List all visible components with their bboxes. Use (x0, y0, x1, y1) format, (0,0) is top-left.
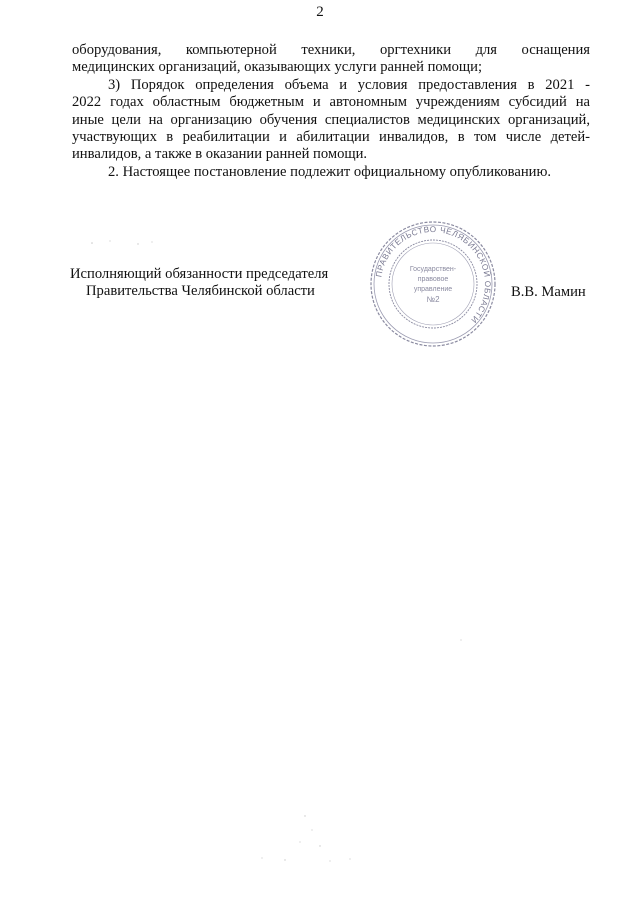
signatory-position-line-2: Правительства Челябинской области (86, 283, 315, 300)
page-number: 2 (316, 4, 324, 20)
paragraph-2-line-5: инвалидов, а также в оказании ранней помощи. (72, 146, 368, 163)
signatory-position-line-1: Исполняющий обязанности председателя (70, 266, 329, 282)
word: оборудования, (72, 42, 162, 58)
paragraph-2-line-4: участвующих в реабилитации и абилитации инвалидов, в том числе детей- (72, 129, 590, 146)
stamp-inner-text-1: Государствен- (409, 266, 457, 273)
word: для (475, 42, 497, 58)
word: оснащения (521, 42, 591, 58)
stamp-inner-text-4: №2 (426, 295, 440, 304)
stamp-outer-text: ПРАВИТЕЛЬСТВО ЧЕЛЯБИНСКОЙ ОБЛАСТИ (374, 224, 493, 325)
signatory-name: В.В. Мамин (511, 284, 586, 300)
paragraph-1-line-2: медицинских организаций, оказывающих услуги ранней помощи; (72, 59, 483, 76)
paragraph-2-line-1: 3) Порядок определения объема и условия предоставления в 2021 - (108, 76, 590, 93)
paragraph-3-line-1: 2. Настоящее постановление подлежит официальному опубликованию. (108, 163, 552, 180)
stamp-inner-text-2: правовое (417, 276, 449, 283)
word: техники, (301, 42, 356, 58)
paragraph-2-line-3: иные цели на организацию обучения специалистов медицинских организаций, (72, 111, 590, 128)
word: оргтехники (379, 42, 452, 58)
word: компьютерной (185, 42, 277, 58)
paragraph-2-line-2: 2022 годах областным бюджетным и автономным учреждениям субсидий на (72, 94, 590, 111)
stamp-inner-text-3: управление (413, 286, 453, 293)
